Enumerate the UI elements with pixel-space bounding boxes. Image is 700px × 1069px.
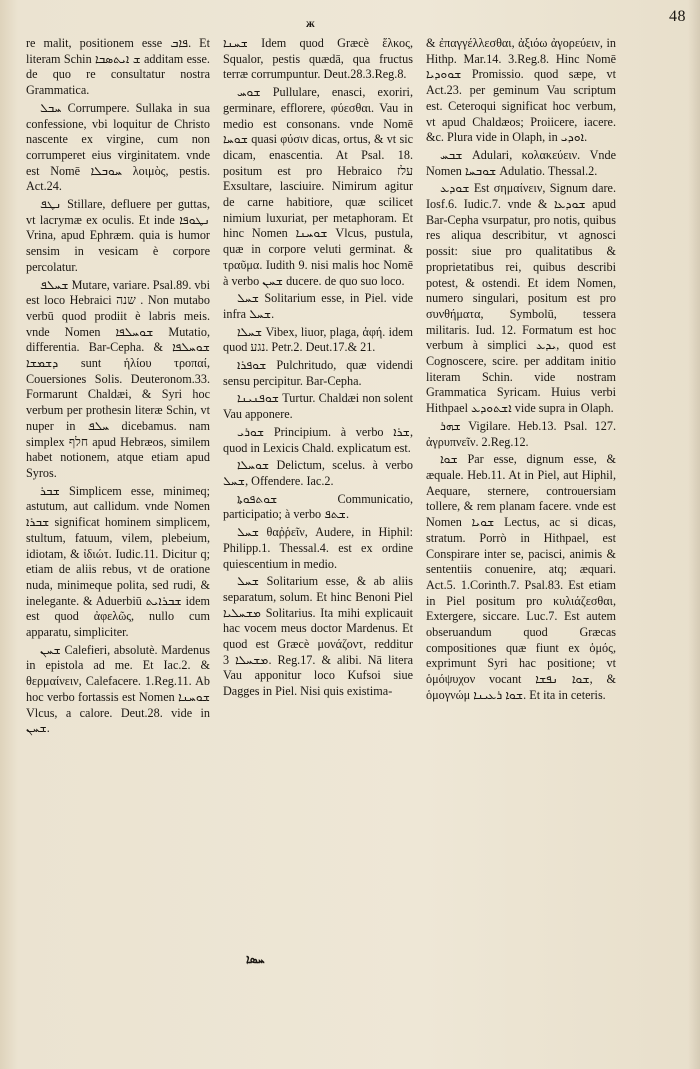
paragraph: ܫܗܪ Vigilare. Heb.13. Psal. 127. ἀγρυπνεῖν. 2.Reg.12. [426,418,616,449]
paragraph: re malit, positionem esse ܦܐܒ. Et literam Schin ܫ ܐܝܬܣܒܐ additam esse. de quo re consultatur nostra Grammatica. [26,36,210,98]
paragraph: ܢܛܦ Stillare, defluere per guttas, vt lacrymæ ex oculis. Et inde ܢܛܘܦܐ Vrina, apud Ephræm. quia is humor sensim in vesicam è corpore percolatur. [26,197,210,274]
paragraph: ܫܚܠܐ Vibex, liuor, plaga, ἀφή. idem quod נגע. Petr.2. Deut.17.& 21. [223,324,413,355]
paragraph: ܫܚܠ θαῤῥεῖν, Audere, in Hiphil: Philipp.1. Thessal.4. est ex ordine quiescentium in medio. [223,525,413,571]
page-number: 48 [669,8,686,25]
paragraph: ܫܚܠ Solitarium esse, in Piel. vide infra ܫܚܠ. [223,291,413,321]
paragraph: ܫܚܢ Calefieri, absolutè. Mardenus in epistola ad me. Et Iac.2. & θερμαίνειν, Calefacere. 1.Reg.11. Ab hoc verbo fortassis est Nomen ܫܘܚܢܐ Vlcus, a calore. Deut.28. vide in ܫܚܢ. [26,642,210,736]
paragraph: ܫܘܚܠܐ Delictum, scelus. à verbo ܫܚܠ, Offendere. Iac.2. [223,458,413,488]
paragraph: ܫܒܚ Adulari, κολακεύειν. Vnde Nomen ܫܘܒܚܐ Adulatio. Thessal.2. [426,147,616,178]
column-middle [223,36,413,702]
column-left [26,36,210,739]
paragraph: ܫܚܢܐ Idem quod Græcè ἕλκος, Squalor, pestis quædā, qua fructus terræ corrumpuntur. Deut.28.3.Reg.8. [223,36,413,82]
paragraph: ܫܘܬܦܘܬܐ Communicatio, participatio; à verbo ܫܬܦ. [223,491,413,522]
paragraph: & ἐπαγγέλλεσθαι, ἀξιόω ἀγορεύειν, in Hithp. Mar.14. 3.Reg.8. Hinc Nomē ܫܘܘܕܝܐ Promissio. quod sæpe, vt Act.23. per geminum Vau scriptum est. Ceteroqui significat hoc verbum, vt apud Chaldæos; Proiicere, iacere. &c. Plura vide in Olaph, in ܐܘܕܝ. [426,36,616,145]
paragraph: ܫܚܠ Solitarium esse, & ab aliis separatum, solum. Et hinc Benoni Piel ܡܫܚܠܝܐ Solitarius. Ita mihi explicauit hac vocem meus doctor Mardenus. Et quod est Græcè μονάζοντ, redditur ܡܫܚܠܐ 3. Reg.17. & alibi. Nā litera Vau apponitur loco Kufsoi siue Dagges in Piel. Nisi quis existima- [223,574,413,699]
catchword: ܚܣܐ [246,952,265,966]
paragraph: ܫܘܚ Pullulare, enasci, exoriri, germinare, efflorere, φύεσθαι. Vau in medio est consonans. vnde Nomē ܫܘܚܐ quasi φύσιν dicas, ortus, & vt sic dicam, enascentia. At Psal. 18. positum est pro Hebraico עלז Exsultare, lasciuire. Nimirum agitur de carne habitiore, quæ scilicet nimium luxuriat, per metaphoram. Et hinc Nomen ܫܘܚܢܐ Vlcus, pustula, quæ in corpore veluti germinat. & τραῦμα. Iudith 9. nisi malis hoc Nomē à verbo ܫܚܢ ducere. de quo suo loco. [223,85,413,288]
paragraph: ܫܘܐ Par esse, dignum esse, & æquale. Heb.11. At in Piel, aut Hiphil, Aequare, sternere, controuersiam tollere, & rem planam facere. vnde est Nomen ܫܘܝܐ Lectus, ac si dicas, stratum. Porrò in Hithpael, est Conspirare inter se, pacisci, animis & sententiis conuenire, atq; æquari. Act.5. 1.Corinth.7. Psal.83. Est etiam in Piel positum pro κυλιάζεσθαι, Extergere, siccare. Luc.7. Est autem obseruandum quod Græcas compositiones quæ fiunt ex ὁμός, exprimunt Syri hac positione; vt ὁμόψυχον vocant ܫܘܐ ܢܦܫܐ, & ὁμογνώμ ܫܘܐ ܪܥܝܢܐ. Et ita in ceteris. [426,452,617,702]
paragraph: ܫܚܠܦ Mutare, variare. Psal.89. vbi est loco Hebraici שנה . Non mutabo verbū quod prodiit è labris meis. vnde Nomen ܫܘܚܠܦܐ Mutatio, differentia. Bar-Cepha. & ܫܘܚܠܦܐ ܕܫܡܫܐ sunt ἡλίου τροπαί, Couersiones Solis. Deuteronom.33. Formarunt Chaldæi, & Syri hoc verbum per prothesin literæ Schin, vt nuper in ܚܠܦ dicebamus. nam simplex חלף apud Hebræos, similem habet notionem, atque etiam apud Syros. [26,277,211,480]
paragraph: ܫܘܪܝ Principium. à verbo ܫܪܐ, quod in Lexicis Chald. explicatum est. [223,424,413,455]
paragraph: ܫܒܪ Simplicem esse, minimeq; astutum, aut callidum. vnde Nomen ܫܒܪܐ significat hominem simplicem, stultum, fatuum, vilem, plebeium, idiotam, & ἰδιώτ. Iudic.11. Dicitur q; etiam de aliis rebus, vt de oratione nuda, minimeque polita, sed rudi, & inelegante. & Aduerbiū ܫܒܪܐܝܬ idem est quod ἀφελῶς, nullo cum apparatu, simpliciter. [26,483,211,640]
signature-mark: ж [306,16,315,30]
paragraph: ܫܘܕܥ Est σημαίνειν, Signum dare. Iosf.6. Iudic.7. vnde & ܫܘܕܥܐ apud Bar-Cepha vsurpatur, pro notis, quibus res aliqua describitur, vt agnosci possit: siue pro qualitatibus & proprietatibus rei, quibus describi potest, & ostendi. Et idem Nomen, numero singulari, positum est pro συνθήματα, Symbolū, tessera militaris. Iud. 12. Formatum est hoc verbum à simplici ܝܕܥ, quod est Cognoscere, scire. per additam initio literam Schin. vide nostram Grammatica Syricam. Huius verbi Hithpael ܐܫܬܘܕܥ vide supra in Olaph. [426,181,616,416]
page-edge-shadow [688,0,700,1069]
column-right [426,36,616,706]
paragraph: ܚܒܠ Corrumpere. Sullaka in sua confessione, vbi loquitur de Christo nascente ex virgine, cum non corrumperet eius virginitatem. vnde est Nomē ܚܘܒܠܐ λοιμὸς, pestis. Act.24. [26,100,211,194]
paragraph: ܫܘܦܪܐ Pulchritudo, quæ videndi sensu percipitur. Bar-Cepha. [223,358,413,388]
paragraph: ܫܘܦܢܝܢܐ Turtur. Chaldæi non solent Vau apponere. [223,391,413,422]
